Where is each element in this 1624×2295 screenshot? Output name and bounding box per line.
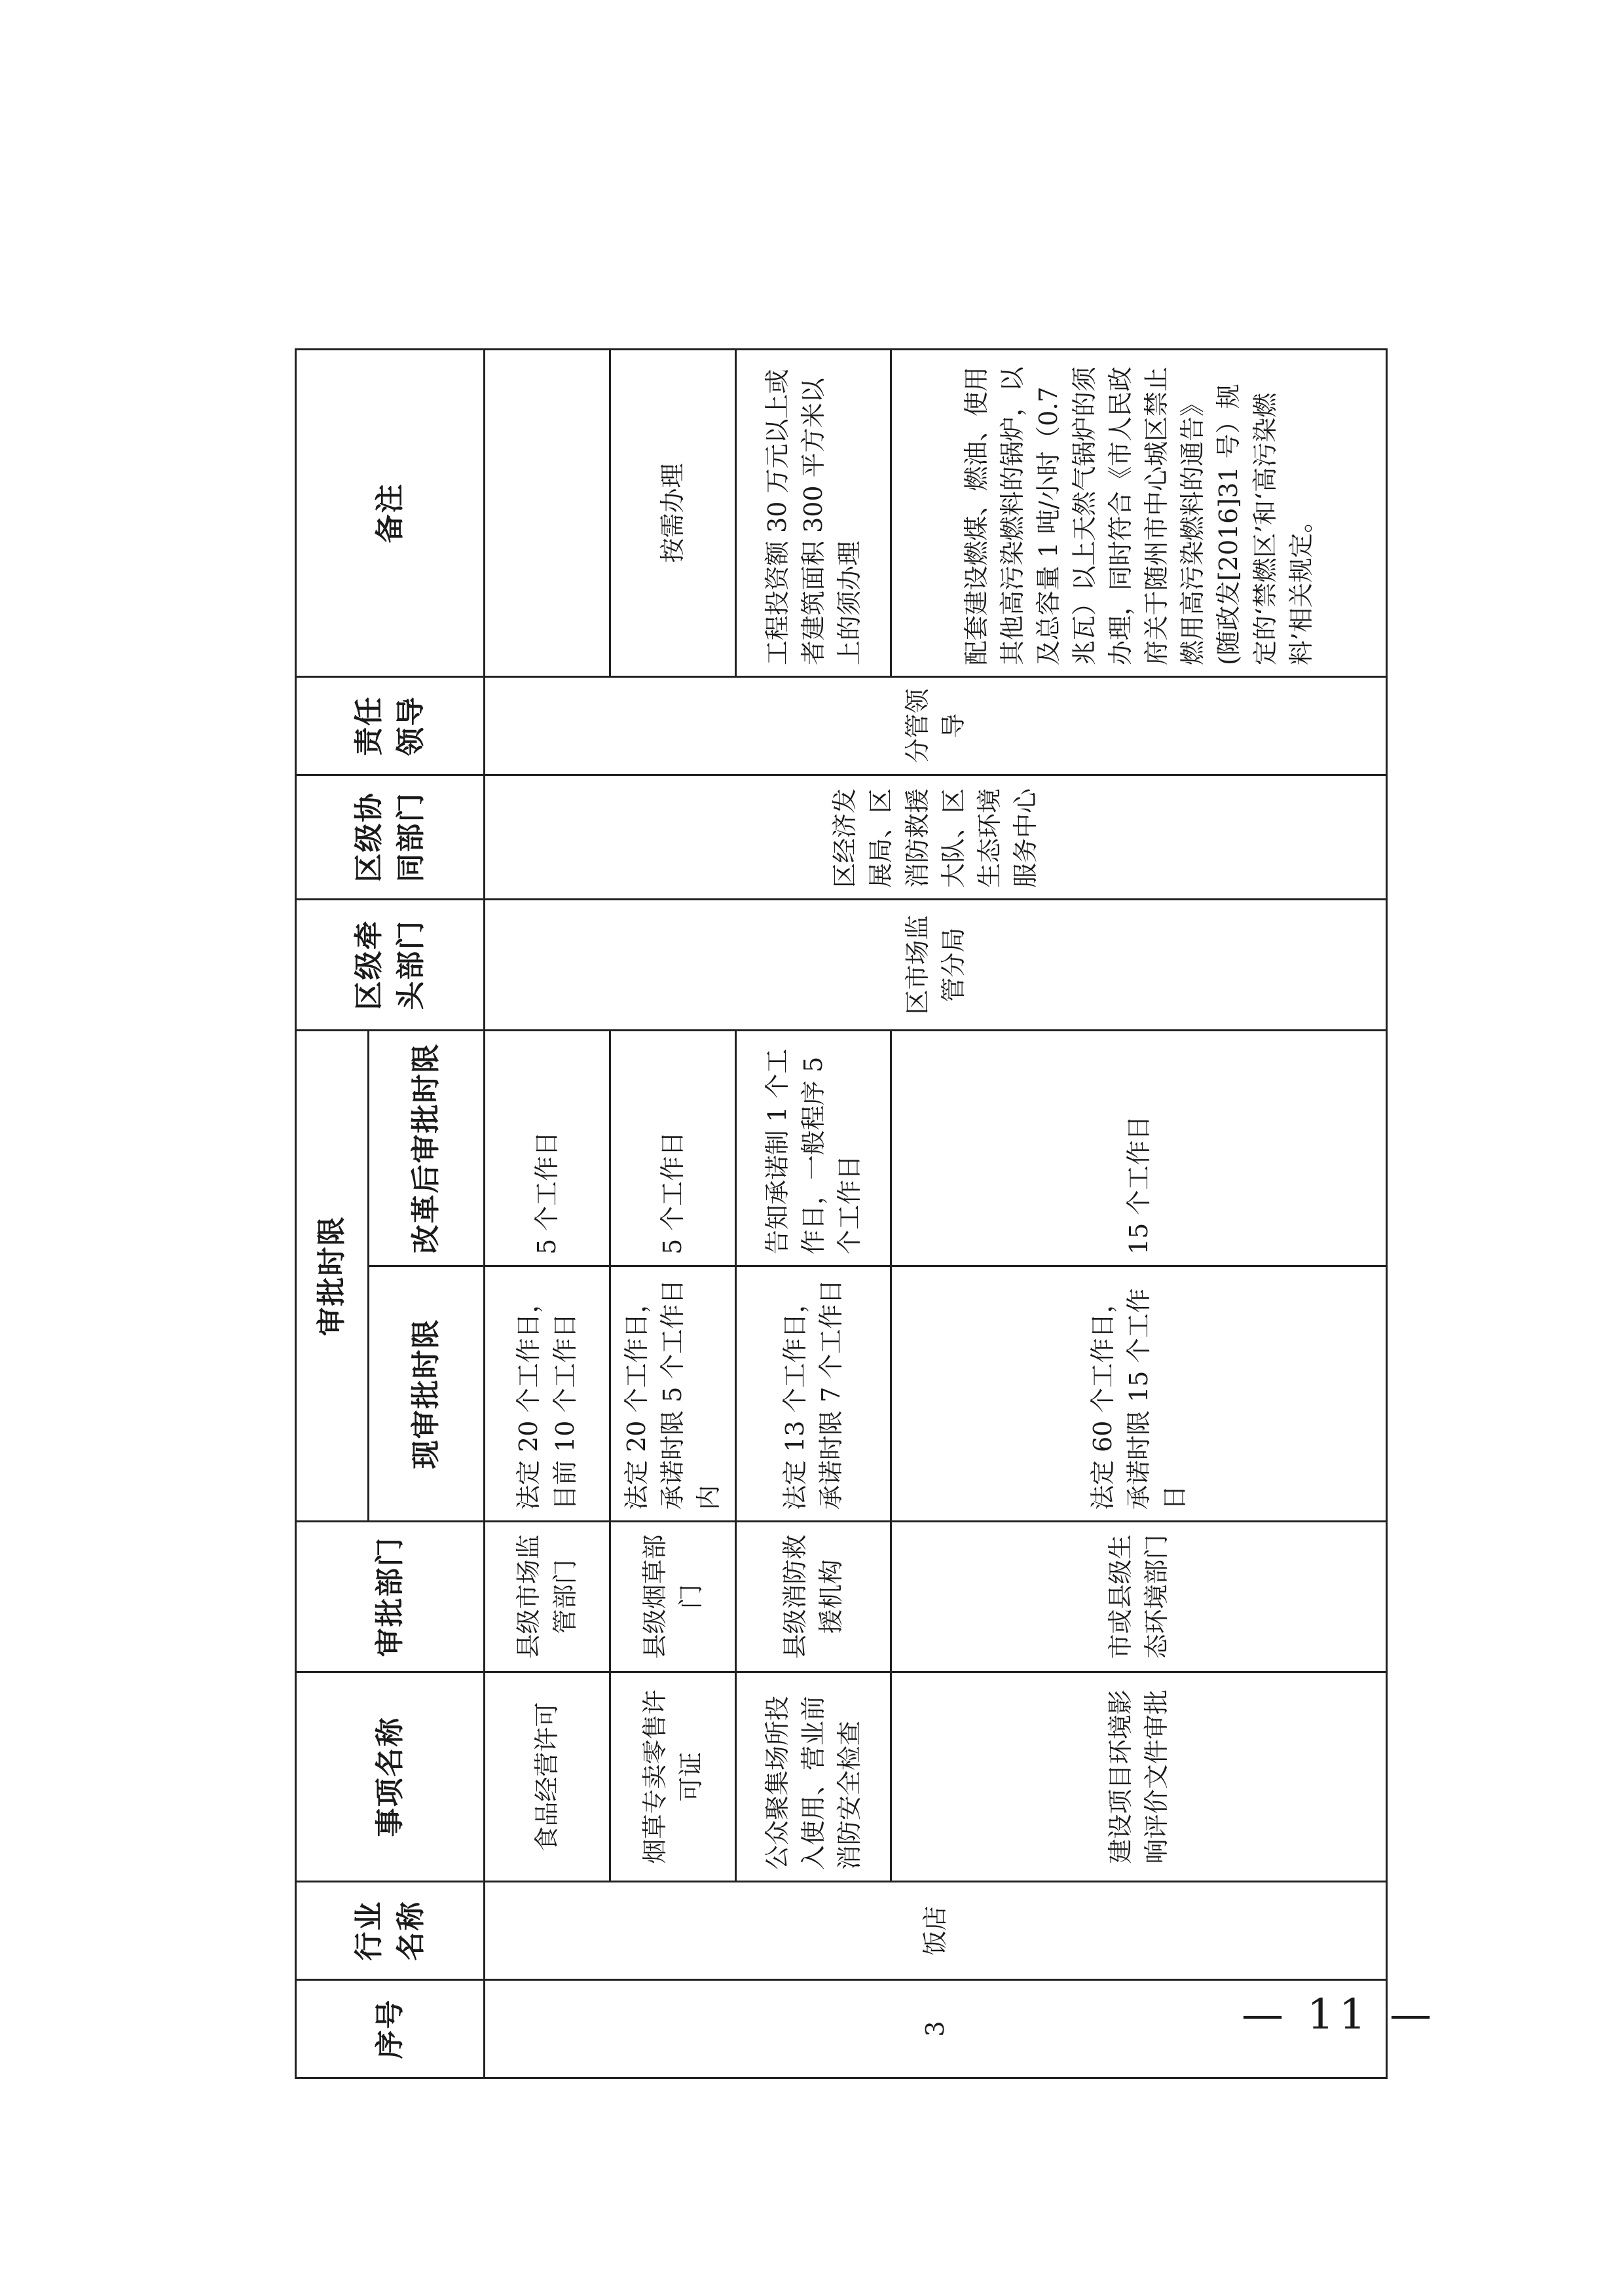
cell-item: 烟草专卖零售许可证 [610, 1672, 736, 1882]
table-row [736, 350, 891, 2078]
cell-limit-reformed: 5 个工作日 [485, 1031, 610, 1266]
cell-limit-reformed: 5 个工作日 [610, 1031, 736, 1266]
cell-dept: 县级烟草部门 [610, 1522, 736, 1672]
cell-coop-dept: 区经济发展局、区消防救援大队、区生态环境服务中心 [485, 775, 1387, 900]
cell-remarks: 按需办理 [610, 350, 736, 677]
page-number: — 11 — [1241, 1991, 1437, 2039]
header-seq: 序号 [296, 1980, 485, 2078]
header-leader: 责任领导 [296, 677, 485, 775]
cell-seq: 3 [485, 1980, 1387, 2078]
cell-leader: 分管领导 [485, 677, 1387, 775]
cell-remarks [485, 350, 610, 677]
cell-limit-current: 法定 20 个工作日，承诺时限 5 个工作日内 [610, 1266, 736, 1522]
cell-limit-current: 法定 20 个工作日，目前 10 个工作日 [485, 1266, 610, 1522]
approval-table [295, 348, 1388, 2079]
header-row [296, 350, 369, 2078]
header-lead-dept: 区级牵头部门 [296, 900, 485, 1031]
cell-limit-reformed: 15 个工作日 [891, 1031, 1387, 1266]
cell-dept: 县级市场监管部门 [485, 1522, 610, 1672]
cell-remarks: 工程投资额 30 万元以上或者建筑面积 300 平方米以上的须办理 [736, 350, 891, 677]
table-row [485, 350, 610, 2078]
cell-limit-reformed: 告知承诺制 1 个工作日，一般程序 5 个工作日 [736, 1031, 891, 1266]
header-dept: 审批部门 [296, 1522, 485, 1672]
header-limit-reformed: 改革后审批时限 [369, 1031, 485, 1266]
cell-industry: 饭店 [485, 1882, 1387, 1980]
header-item: 事项名称 [296, 1672, 485, 1882]
table-row [891, 350, 1387, 2078]
header-coop-dept: 区级协同部门 [296, 775, 485, 900]
rotated-table-area [295, 350, 1329, 2079]
cell-limit-current: 法定 13 个工作日，承诺时限 7 个工作日 [736, 1266, 891, 1522]
cell-item: 建设项目环境影响评价文件审批 [891, 1672, 1387, 1882]
header-limit-group: 审批时限 [296, 1031, 369, 1522]
cell-remarks: 配套建设燃煤、燃油、使用其他高污染燃料的锅炉，以及总容量 1 吨/小时（0.7 兆瓦）以上天然气锅炉的须办理，同时符合《市人民政府关于随州市中心城区禁止燃用高污染燃料的通告》(随政发[2016]31 号）规定的‘禁燃区’和‘高污染燃料’相关规定。 [891, 350, 1387, 677]
cell-limit-current: 法定 60 个工作日，承诺时限 15 个工作日 [891, 1266, 1387, 1522]
cell-item: 食品经营许可 [485, 1672, 610, 1882]
cell-dept: 市或县级生态环境部门 [891, 1522, 1387, 1672]
cell-dept: 县级消防救援机构 [736, 1522, 891, 1672]
cell-item: 公众聚集场所投入使用、营业前消防安全检查 [736, 1672, 891, 1882]
header-remarks: 备注 [296, 350, 485, 677]
header-limit-current: 现审批时限 [369, 1266, 485, 1522]
header-industry: 行业名称 [296, 1882, 485, 1980]
table-row [610, 350, 736, 2078]
cell-lead-dept: 区市场监管分局 [485, 900, 1387, 1031]
